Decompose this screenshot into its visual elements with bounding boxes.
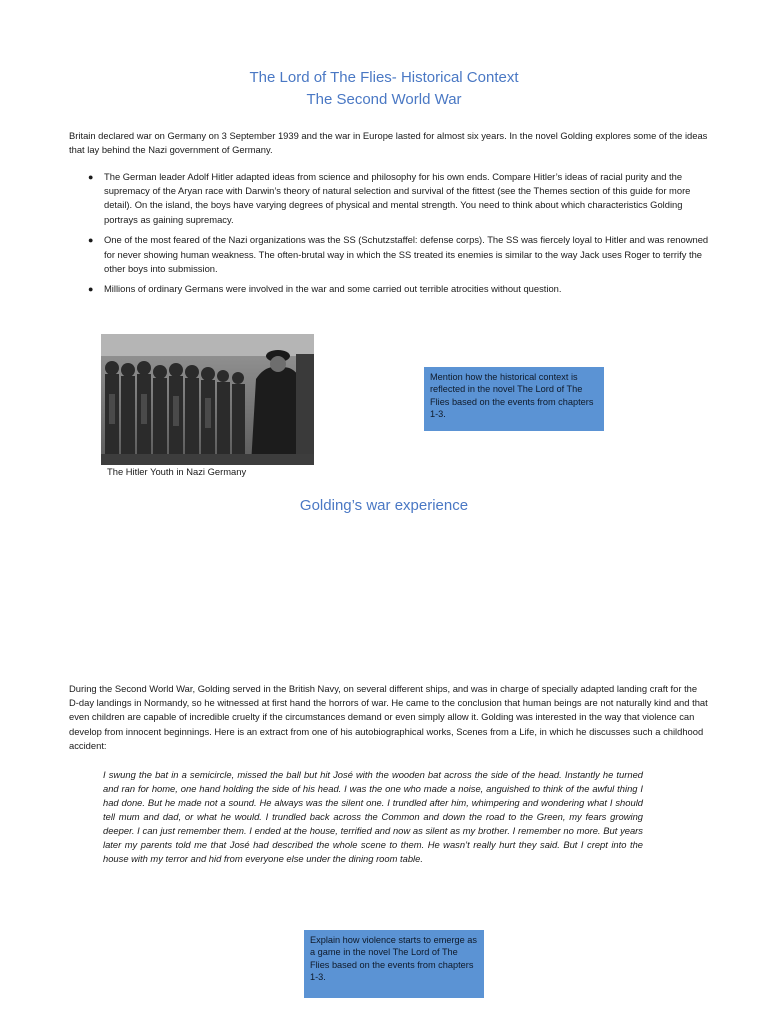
task-box-violence: Explain how violence starts to emerge as a game in the novel The Lord of The Flies based on the events from chapters 1-3. [304,930,484,998]
bullet-text: Millions of ordinary Germans were involved in the war and some carried out terrible atrocities without question. [104,283,562,295]
list-item [69,282,709,296]
intro-paragraph: Britain declared war on Germany on 3 September 1939 and the war in Europe lasted for almost six years. In the novel Golding explores some of the ideas that lay behind the Nazi government of Germany. [69,130,708,156]
bullet-text: The German leader Adolf Hitler adapted ideas from science and philosophy for his own ends. Compare Hitler’s ideas of racial purity and the supremacy of the Aryan race with Darwin’s theory of natural selection and survival of the fittest (see the Themes section of this guide for more detail). On the island, the boys have varying degrees of physical and mental strength. You need to think about which characteristics Golding portrays as gaining supremacy. [104,171,691,225]
list-item [69,233,709,276]
page-subtitle: The Second World War [306,91,462,108]
task-box-historical-context: Mention how the historical context is reflected in the novel The Lord of The Flies based on the events from chapters 1-3. [424,367,604,431]
photo-image [101,334,314,465]
hitler-youth-photo [101,334,314,465]
list-item [69,170,709,227]
bullet-text: One of the most feared of the Nazi organizations was the SS (Schutzstaffel: defense corps). The SS was fiercely loyal to Hitler and was renowned for never showing human weakness. The often-brutal way in which the SS treated its enemies is similar to the way Jack uses Roger to terrify the other boys into submission. [104,234,709,274]
bullet-icon: ● [88,284,94,295]
photo-caption: The Hitler Youth in Nazi Germany [107,466,247,477]
page-title: The Lord of The Flies- Historical Context [249,69,519,86]
bullet-list [69,170,709,303]
autobiography-quote: I swung the bat in a semicircle, missed the ball but hit José with the wooden bat across the side of the head. Instantly he turned and ran for home, one hand holding the side of his head. I was the one who made a noise, anguished to think of the awful thing I had done. But he made not a sound. He always was the silent one. I trundled after him, whimpering and wondering what I should tell mum and dad, or what he would. I trundled back across the Common and down the road to the Green, my fears growing deeper. I can just remember them. I ended at the house, terrified and now as silent as my brother. I remember no more. But years later my parents told me that José had described the whole scene to them. He wasn’t really hurt they said. But I crept into the house with my terror and hid from everyone else under the dining room table. [103,769,643,864]
bullet-icon: ● [88,235,94,246]
golding-paragraph: During the Second World War, Golding served in the British Navy, on several different ships, and was in charge of specially adapted landing craft for the D-day landings in Normandy, so he witnessed at first hand the horrors of war. He came to the conclusion that human beings are not naturally kind and that even children are capable of incredible cruelty if the circumstances demand or even simply allow it. Golding was interested in the way that violence can develop from innocent beginnings. Here is an extract from one of his autobiographical works, Scenes from a Life, in which he discusses such a childhood accident: [69,683,708,751]
bullet-icon: ● [88,172,94,182]
section-heading: Golding’s war experience [299,497,469,514]
